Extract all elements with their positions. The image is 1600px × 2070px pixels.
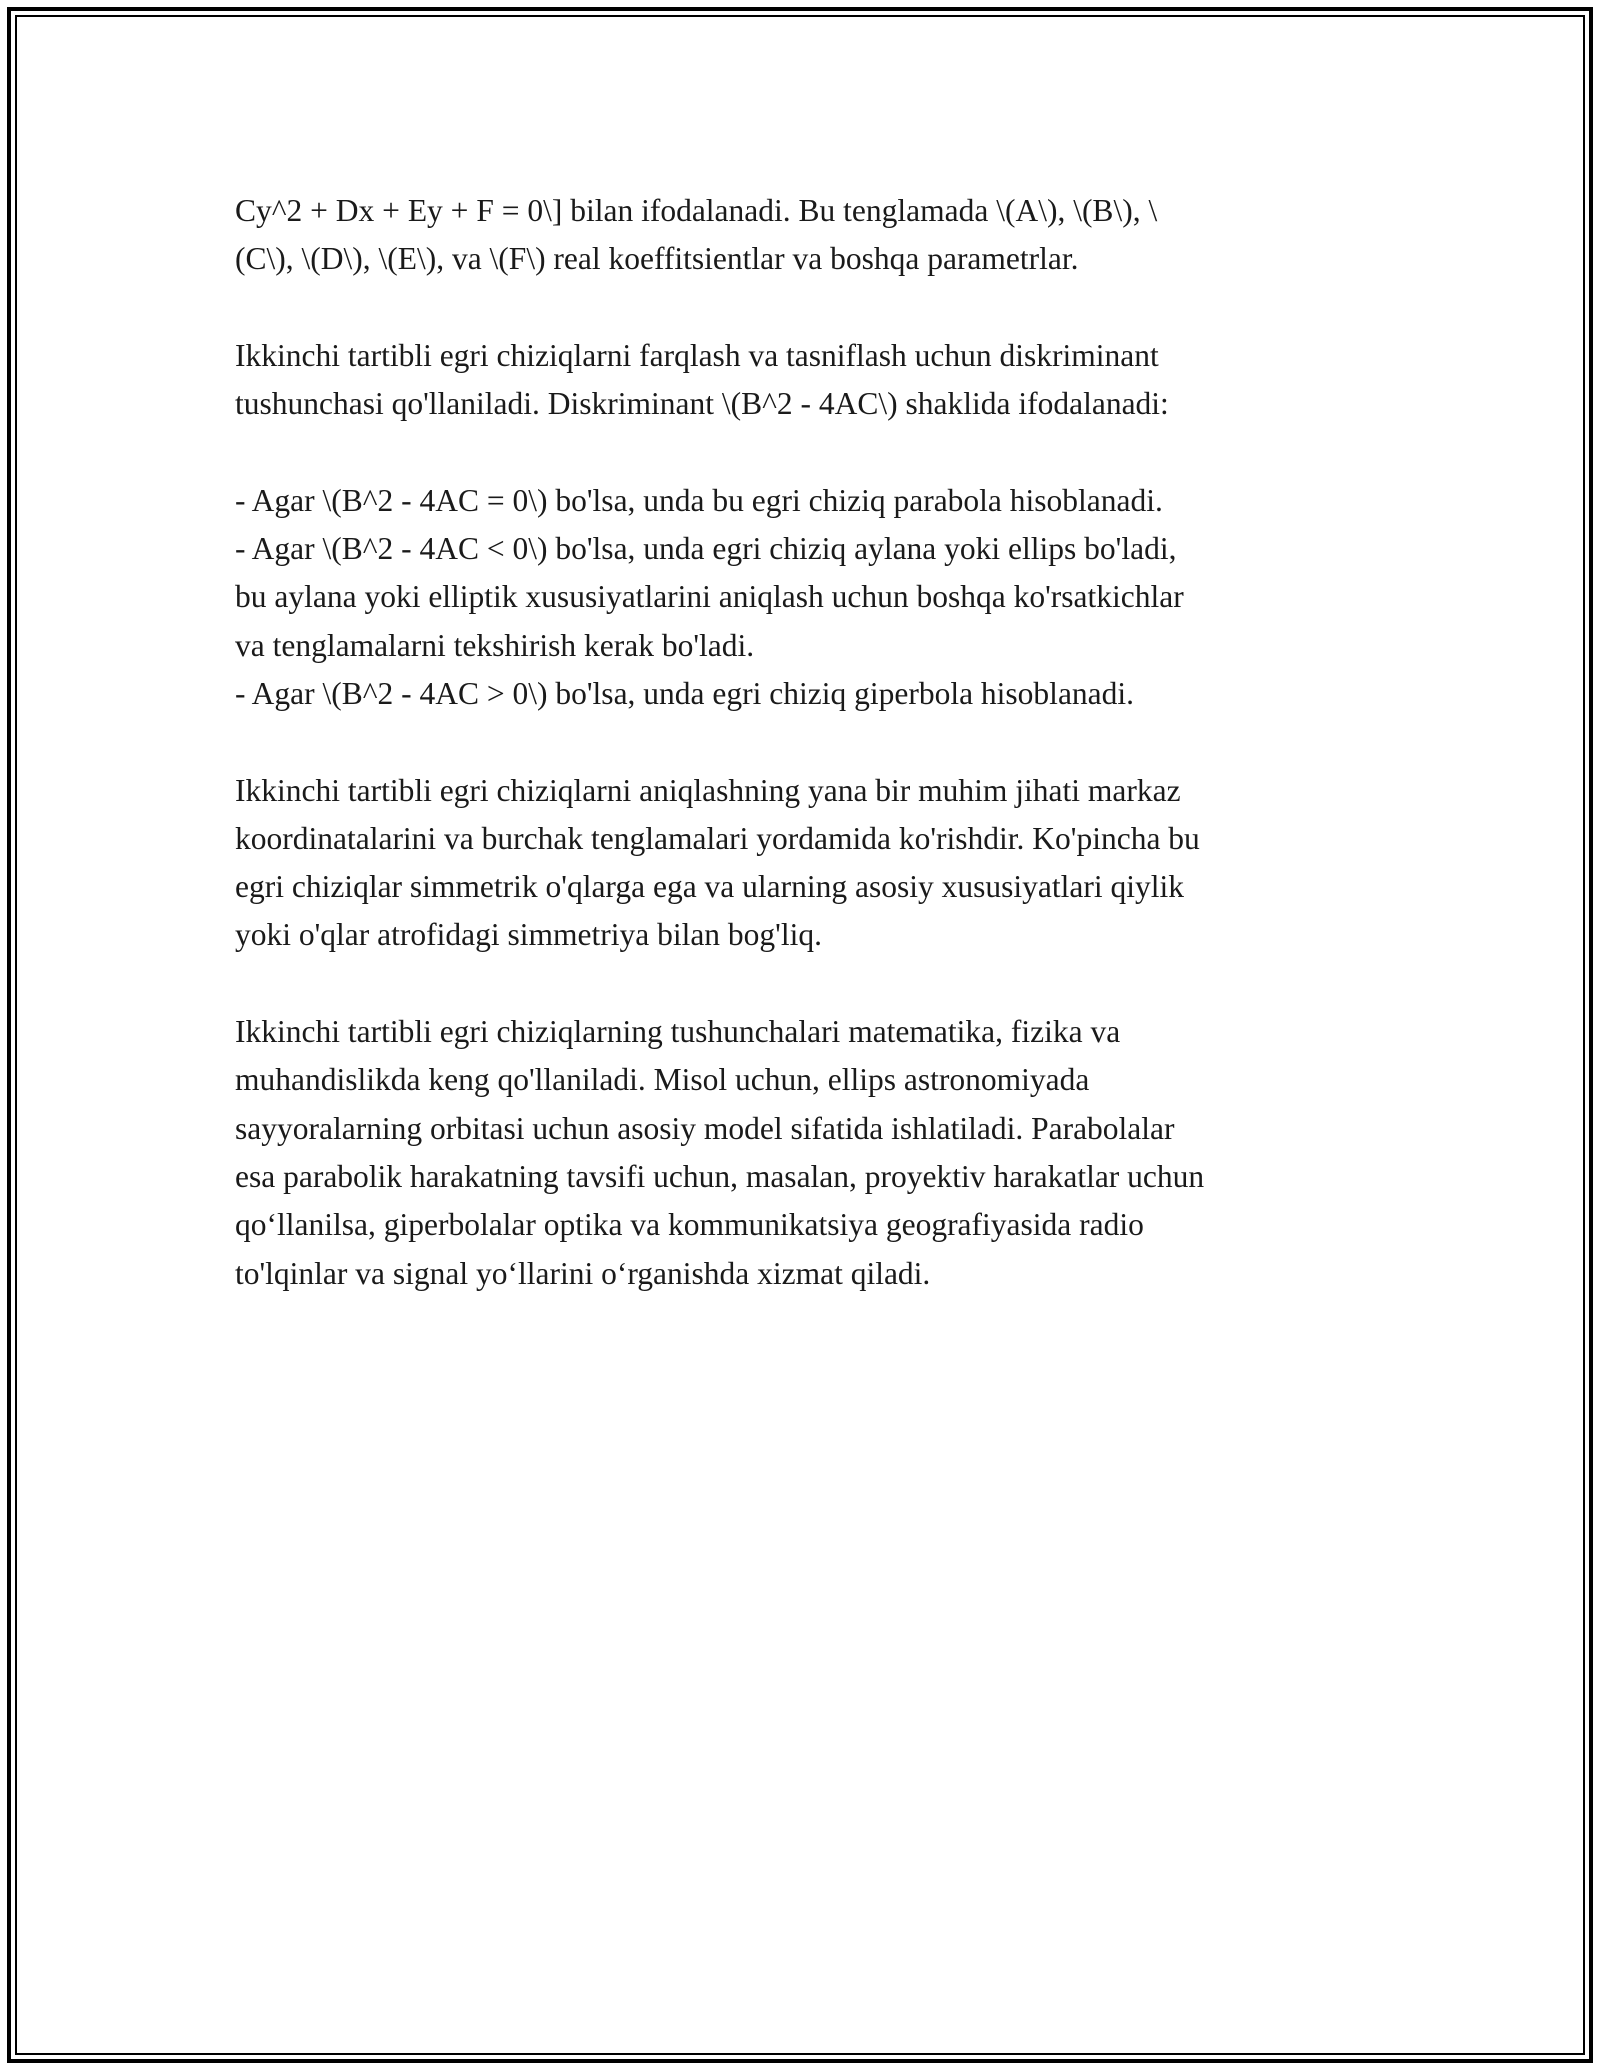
paragraph-discriminant-intro: Ikkinchi tartibli egri chiziqlarni farqlash va tasniflash uchun diskriminant tushunchasi qo'llaniladi. Diskriminant \(B^2 - 4AC\) shaklida ifodalanadi: <box>235 337 1169 422</box>
paragraph-spacer <box>235 284 1375 332</box>
paragraph-discriminant-cases: - Agar \(B^2 - 4AC = 0\) bo'lsa, unda bu egri chiziq parabola hisoblanadi. - Agar \(B^2 - 4AC < 0\) bo'lsa, unda egri chiziq aylana yoki ellips bo'ladi, bu aylana yoki elliptik xususiyatlarini aniqlash uchun boshqa ko'rsatkichlar va tenglamalarni tekshirish kerak bo'ladi. - Agar \(B^2 - 4AC > 0\) bo'lsa, unda egri chiziq giperbola hisoblanadi. <box>235 482 1184 711</box>
paragraph-spacer <box>235 960 1375 1008</box>
paragraph-spacer <box>235 428 1375 476</box>
paragraph-symmetry: Ikkinchi tartibli egri chiziqlarni aniqlashning yana bir muhim jihati markaz koordinatalarini va burchak tenglamalari yordamida ko'rishdir. Ko'pincha bu egri chiziqlar simmetrik o'qlarga ega va ularning asosiy xususiyatlari qiylik yoki o'qlar atrofidagi simmetriya bilan bog'liq. <box>235 772 1200 953</box>
paragraph-applications: Ikkinchi tartibli egri chiziqlarning tushunchalari matematika, fizika va muhandislikda keng qo'llaniladi. Misol uchun, ellips astronomiyada sayyoralarning orbitasi uchun asosiy model sifatida ishlatiladi. Parabolalar esa parabolik harakatning tavsifi uchun, masalan, proyektiv harakatlar uchun qo‘llanilsa, giperbolalar optika va kommunikatsiya geografiyasida radio to'lqinlar va signal yo‘llarini o‘rganishda xizmat qiladi. <box>235 1014 1205 1291</box>
paragraph-spacer <box>235 718 1375 766</box>
document-body <box>235 187 1375 1298</box>
paragraph-equation-coefficients: Cy^2 + Dx + Ey + F = 0\] bilan ifodalanadi. Bu tenglamada \(A\), \(B\), \ (C\), \(D\), \(E\), va \(F\) real koeffitsientlar va boshqa parametrlar. <box>235 193 1158 277</box>
